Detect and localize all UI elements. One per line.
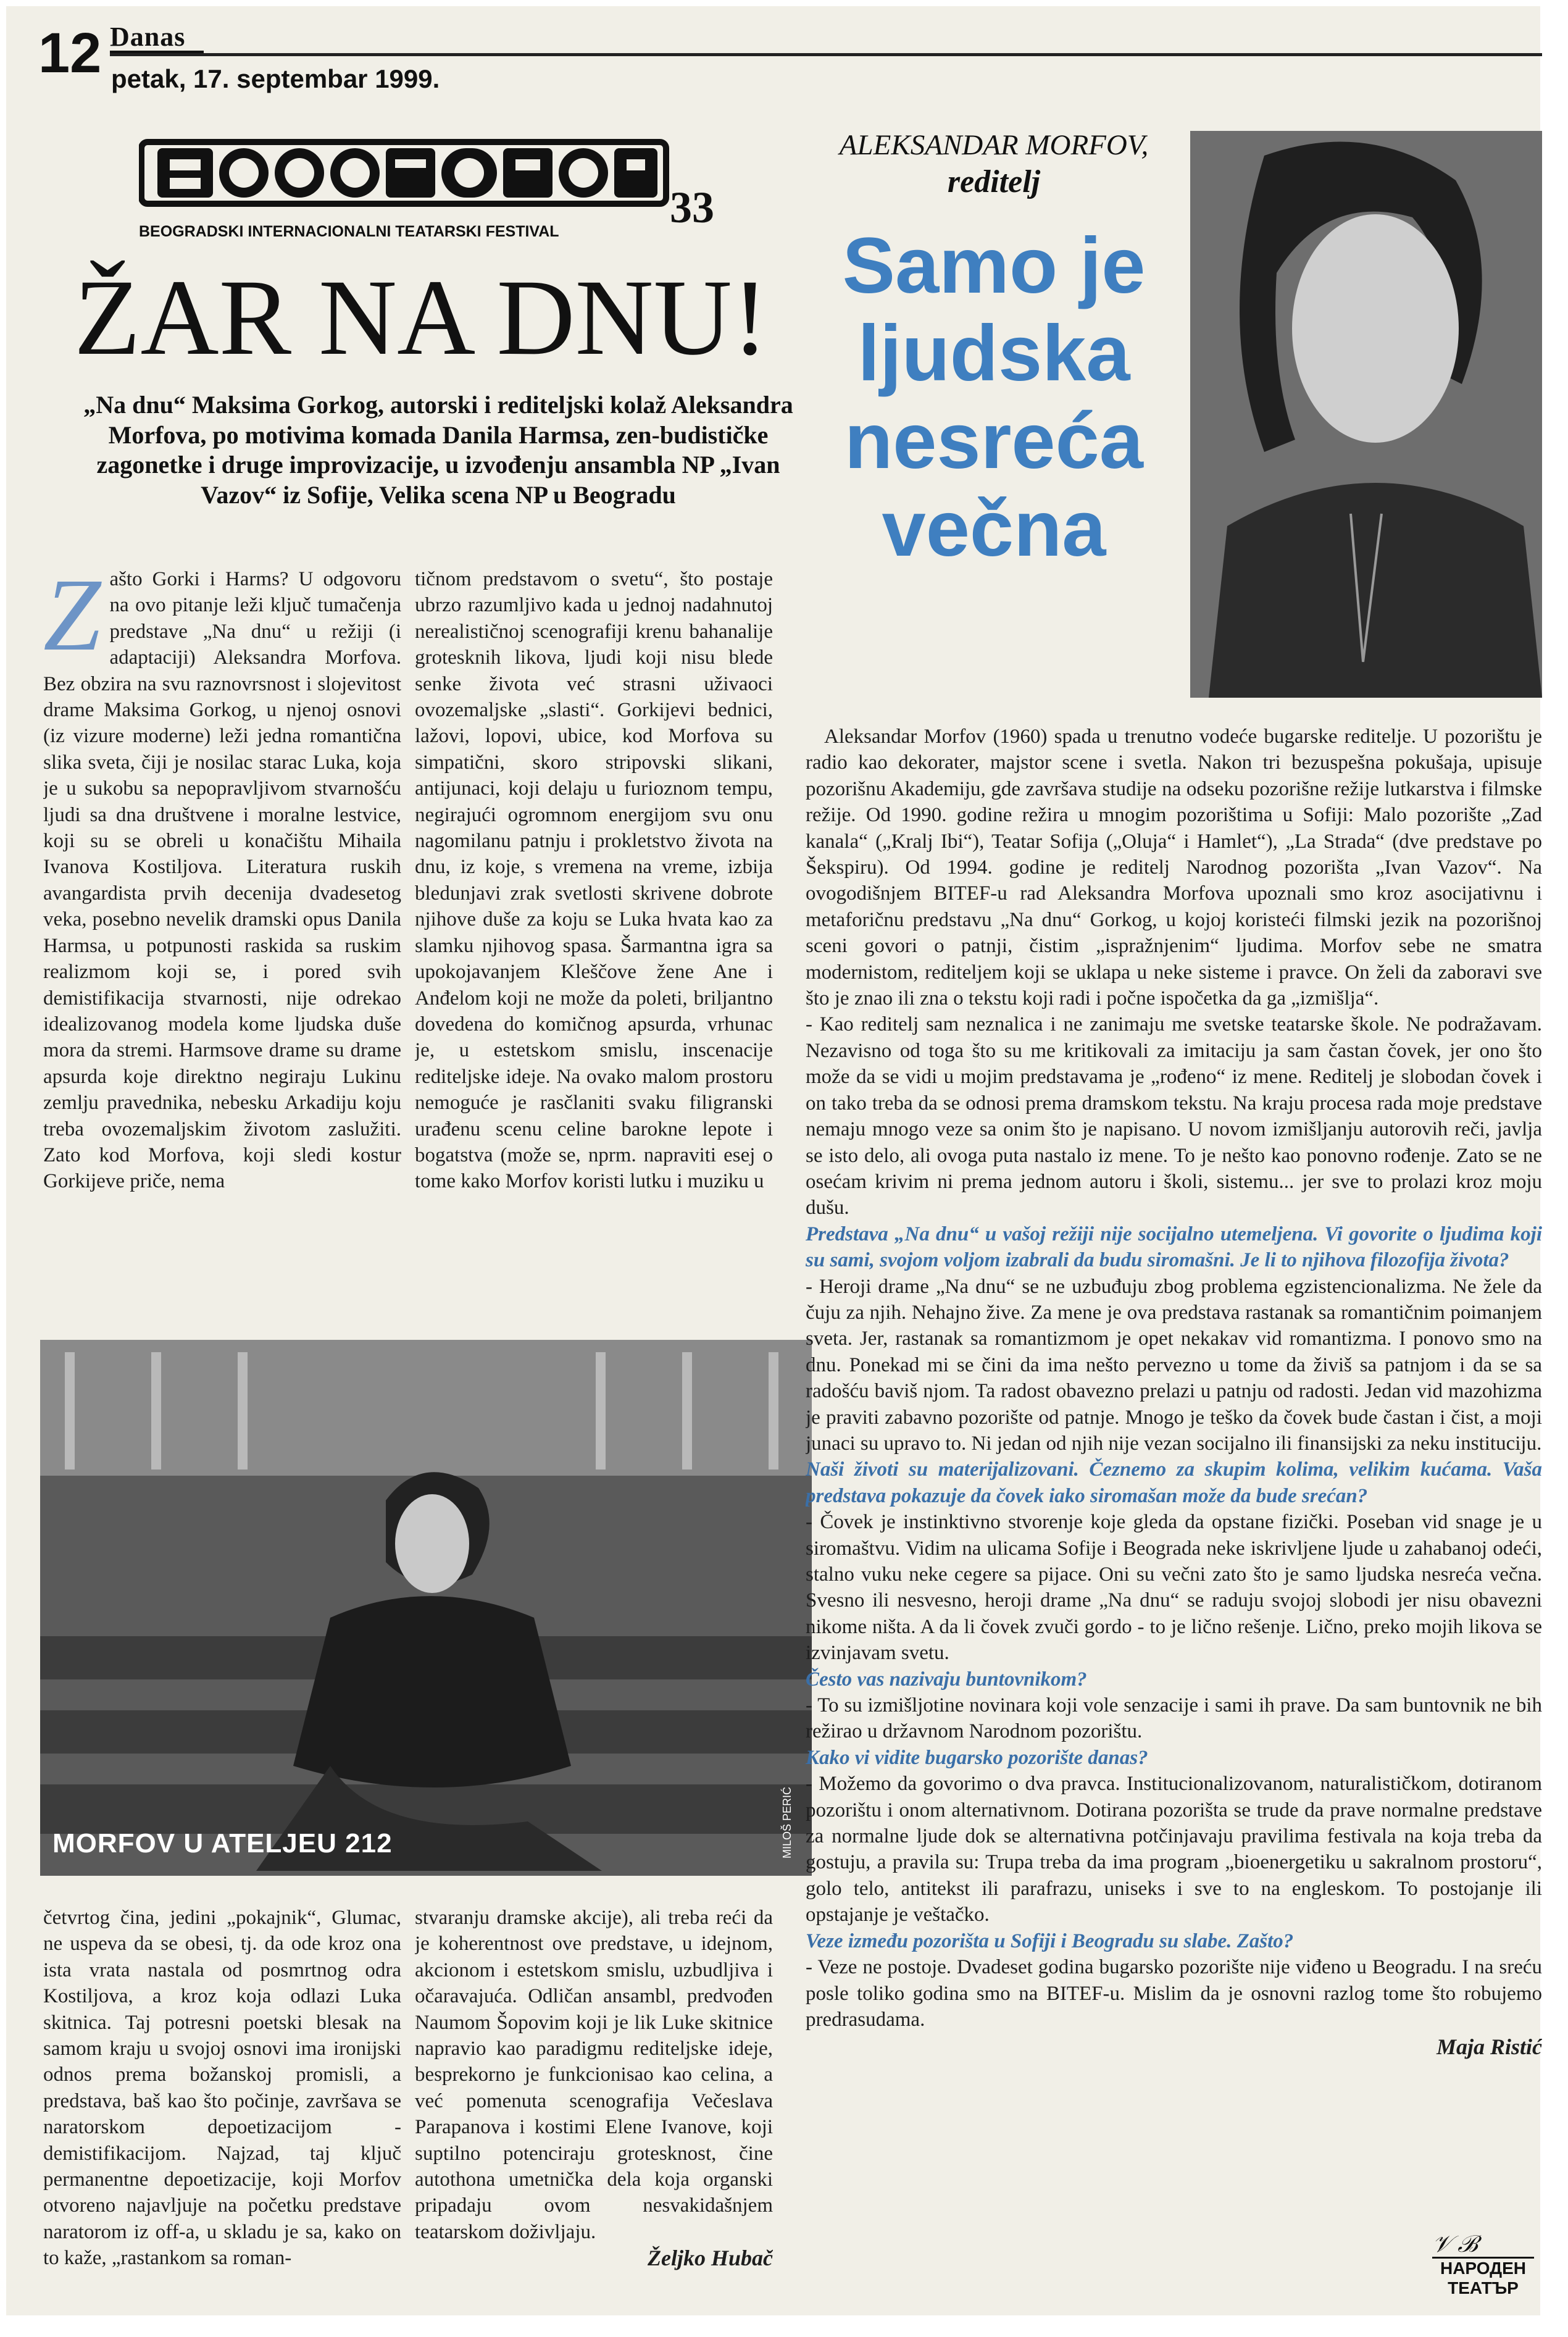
left-article-column-1 <box>43 566 401 1329</box>
stamp-text: НАРОДЕН ТЕАТЪР <box>1432 2257 1534 2298</box>
question-1: Predstava „Na dnu“ u vašoj režiji nije socijalno utemeljena. Vi govorite o ljudima koji su sami, svojom voljom izabrali da budu siromašni. Je li to njihova filozofija života? <box>806 1223 1542 1272</box>
photo-morfov-portrait <box>1190 131 1542 698</box>
festival-name: BEOGRADSKI INTERNACIONALNI TEATARSKI FESTIVAL <box>139 223 559 240</box>
right-headline <box>803 222 1185 573</box>
issue-date: petak, 17. septembar 1999. <box>111 64 440 93</box>
intro-paragraph: Aleksandar Morfov (1960) spada u trenutno vodeće bugarske reditelje. U pozorištu je radio kao dekorater, majstor scene i svetla. Nakon tri bezuspešna pokušaja, upisuje pozorišnu Akademiju, gde završava studije na odseku pozorišne režije lutkarstva i filmske režije. Od 1990. godine režira u mnogim pozorištima u Sofiji: Malo pozorište „Zad kanala“ („Kralj Ibi“), Teatar Sofija („Oluja“ i Hamlet“), „La Strada“ (dve predstave po Šekspiru). Od 1994. godine je reditelj Narodnog pozorišta „Ivan Vazov“. Na ovogodišnjem BITEF-u rad Aleksandra Morfova upoznali smo kroz asocijativnu i metaforičnu predstavu „Na dnu“ Gorkog, u kojoj koristeći filmski jezik na pozorišnoj sceni govori o patnji, čistim „ispražnjenim“ ljudima. Morfov sebe ne smatra modernistom, rediteljem koji se uklapa u neke sisteme i pravce. On želi da zaboravi sve što je znao ili zna o tekstu koji radi i počne ispočetka da ga „izmišlja“. <box>806 725 1542 1010</box>
left-article-column-2 <box>415 566 773 1329</box>
answer-2: - Heroji drame „Na dnu“ se ne uzbuđuju zbog problema egzistencionalizma. Ne žele da čuju za njih. Nehajno žive. Za mene je ova predstava rastanak sa romantičnim poimanjem sveta. Jer, rastanak sa romantizmom je opet nekakav vid romantizma. I ponovo smo na dnu. Ponekad mi se čini da ima nešto pervezno u tome da živiš sa patnjom i da se sa radošću baviš njom. Ta radost obavezno prelazi u patnju od radosti. Jedan vid mazohizma je praviti zabavno pozorište od patnje. Mnogo je teško da čovek bude častan i čist, a moji junaci su upravo to. Ni jedan od njih nije vezan socijalno ili finansijski za neku instituciju. <box>806 1275 1542 1455</box>
question-5: Veze između pozorišta u Sofiji i Beogradu su slabe. Zašto? <box>806 1929 1294 1952</box>
article-deck: „Na dnu“ Maksima Gorkog, autorski i rediteljski kolaž Aleksandra Morfova, po motivima komada Danila Harmsa, zen-budističke zagonetke i druge improvizacije, u izvođenju ansambla NP „Ivan Vazov“ iz Sofije, Velika scena NP u Beogradu <box>83 391 793 509</box>
festival-edition: 33 <box>670 183 714 232</box>
left-article-column-3 <box>43 1905 401 2309</box>
answer-4: - To su izmišljotine novinara koji vole senzacije i sami ih prave. Da sam buntovnik ne bih režirao u državnom Narodnom pozorištu. <box>806 1694 1542 1743</box>
interviewee-name: ALEKSANDAR MORFOV, <box>839 129 1149 161</box>
left-column-2-text: tičnom predstavom o svetu“, što postaje ubrzo razumljivo kada u jednoj nadahnutoj nerealističnoj scenografiji krenu bahanalije grotesknih likova, ljudi koji nisu blede senke života već strasni uživaoci ovozemaljske „slasti“. Gorkijevi bednici, lažovi, lopovi, ubice, kod Morfova su simpatični, skoro stripovski slikani, antijunaci, koji delaju u furioznom tempu, negirajući ogromnom energijom svu onu nagomilanu patnju i prokletstvo života na dnu, iz koje, s vremena na vreme, izbija bledunjavi zrak svetlosti skrivene dobrote njihove duše za koju se Luka hvata kao za slamku njihovog spasa. Šarmantna igra sa upokojavanjem Kleščove žene Ane i Anđelom koji ne može da poleti, briljantno dovedena do komičnog apsurda, vrhunac je, u estetskom smislu, inscenacije rediteljske ideje. Na ovako malom prostoru nemoguće je rasčlaniti svaku filigranski urađenu scenu celine barokne lepote i bogatstva (može se, nprm. napraviti esej o tome kako Morfov koristi lutku i muziku u <box>415 568 773 1193</box>
right-headline-line-1: Samo je <box>842 222 1146 310</box>
photo-credit: MILOŠ PERIĆ <box>781 1786 793 1858</box>
archive-stamp <box>1432 2232 1534 2300</box>
answer-6: - Veze ne postoje. Dvadeset godina bugarsko pozorište nije viđeno u Beogradu. I na sreću posle toliko godina smo na BITEF-u. Mislim da je osnovni razlog tome što robujemo predrasudama. <box>806 1956 1542 2031</box>
stamp-signature: 𝒱 ℬ <box>1432 2231 1478 2257</box>
left-column-4-text: stvaranju dramske akcije), ali treba reći da je koherentnost ove predstave, u idejnom, akcionom i estetskom smislu, uzbudljiva i očaravajuća. Odličan ansambl, predvođen Naumom Šopovim koji je lik Luke skitnice napravio kao paradigmu rediteljske ideje, besprekorno je funkcionisao kao celina, a već pomenuta scenografija Večeslava Parapanova i kostimi Elene Ivanove, koji suptilno potenciraju grotesknost, čine autothona umetnička dela koja organski pripadaju ovom nesvakidašnjem teatarskom doživljaju. <box>415 1907 773 2243</box>
left-column-1-text: ašto Gorki i Harms? U odgovoru na ovo pitanje leži ključ tumačenja predstave „Na dnu“ u režiji (i adaptaciji) Aleksandra Morfova. Bez obzira na svu raznovrsnost i slojevitost drame Maksima Gorkog, u njenoj osnovi (iz vizure moderne) leži jedna romantična slika sveta, čiji je nosilac starac Luka, koja je u sukobu sa nepopravljivom stvarnošću ljudi sa dna društvene i moralne lestvice, koji su se obreli u konačištu Mihaila Ivanova Kostiljova. Literatura ruskih avangardista prvih decenija dvadesetog veka, posebno nevelik dramski opus Danila Harmsa, u potpunosti raskida sa ruskim realizmom koji se, i pored svih demistifikacija stvarnosti, nije odrekao idealizovanog modela kome ljudska duše mora da stremi. Harmsove drame su drame apsurda koje direktno negiraju Lukinu zemlju pravednika, nebesku Arkadiju koju treba ovozemaljskim životom zaslužiti. Zato kod Morfova, koji sledi kostur Gorkijeve priče, nema <box>43 568 401 1193</box>
photo-morfov-atelje <box>40 1340 812 1876</box>
main-headline: ŽAR NA DNU! <box>74 257 769 378</box>
right-headline-line-3: nesreća <box>844 397 1143 485</box>
right-headline-line-2: ljudska <box>857 309 1130 398</box>
header-rule <box>110 53 1542 56</box>
answer-1: - Kao reditelj sam neznalica i ne zanimaju me svetske teatarske škole. Ne podražavam. Nezavisno od toga što su me kritikovali za imitaciju ja sam častan čovek, jer ono što može da se vidi u mojim predstavama je „rođeno“ iz mene. Reditelj je slobodan čovek i on tako treba da se odnosi prema dramskom tekstu. Na kraju procesa rada moje predstave nemaju mnogo veze sa onim što je napisano. U novom izmišljanju autorovih reči, javlja se isto delo, ali ovoga puta nastalo iz mene. To je nešto kao ponovno rođenje. Zato se ne osećam krivim ni prema jednom autoru i školi, sistemu... jer sve to prolazi kroz moju dušu. <box>806 1013 1542 1219</box>
drop-cap-z: Z <box>43 566 101 672</box>
left-column-3-text: četvrtog čina, jedini „pokajnik“, Glumac, ne uspeva da se obesi, tj. da ode kroz ona ista vrata nastala od posmrtnog odra Kostiljova, a kroz koja odlazi Luka skitnica. Taj potresni poetski blesak na samom kraju u svojoj osnovi ima ironijski odnos prema božanskoj promisli, a predstava, baš kao što počinje, završava se naratorskom depoetizacijom - demistifikacijom. Najzad, taj ključ permanentne depoetizacije, koji Morfov otvoreno najavljuje na početku predstave naratorom iz off-a, u skladu je sa, kako on to kaže, „rastankom sa roman- <box>43 1907 401 2270</box>
left-article-column-4 <box>415 1905 773 2306</box>
page-number: 12 <box>38 22 102 85</box>
question-3: Često vas nazivaju buntovnikom? <box>806 1668 1087 1691</box>
bitef-logo <box>139 130 670 216</box>
left-article-byline: Željko Hubač <box>648 2246 773 2271</box>
answer-5: - Možemo da govorimo o dva pravca. Institucionalizovanom, naturalističkom, dotiranom pozorištu i onom alternativnom. Dotirana pozorišta se trude da prave normalne predstave za normalne ljude dok se alternativna potčinjavaju pravilima festivala na koja treba da gostuju, a pravila su: Trupa treba da ima program „bioenergetiku u sakralnom prostoru“, golo telo, antitekst ili parafrazu, uniseks i sve to na engleskom. To postojanje ili opstajanje je veštačko. <box>806 1773 1542 1926</box>
right-article-body <box>806 724 1542 2131</box>
masthead-logo: Danas <box>110 23 204 54</box>
question-2: Naši životi su materijalizovani. Čeznemo za skupim kolima, velikim kućama. Vaša predstava pokazuje da čovek iako siromašan može da bude srećan? <box>806 1458 1542 1507</box>
photo-caption: MORFOV U ATELJEU 212 <box>52 1828 393 1858</box>
right-article-byline: Maja Ristić <box>1436 2034 1542 2060</box>
right-headline-line-4: večna <box>882 485 1106 573</box>
answer-3: - Čovek je instinktivno stvorenje koje gleda da opstane fizički. Poseban vid snage je u siromaštvu. Vidim na ulicama Sofije i Beograda neke iskrivljene ljude u zahabanoj odeći, stalno vuku neke cegere sa pijace. Oni su večni zato što je samo ljudska nesreća večna. Svesno ili nesvesno, heroji drame „Na dnu“ se raduju svojoj slobodi jer nisu obavezni nikome ništa. A da li čovek zvuči gordo - to je lično rešenje. Lično, preko mojih likova se izvinjavam svetu. <box>806 1511 1542 1665</box>
interviewee-role: reditelj <box>947 164 1041 199</box>
question-4: Kako vi vidite bugarsko pozorište danas? <box>806 1746 1148 1769</box>
